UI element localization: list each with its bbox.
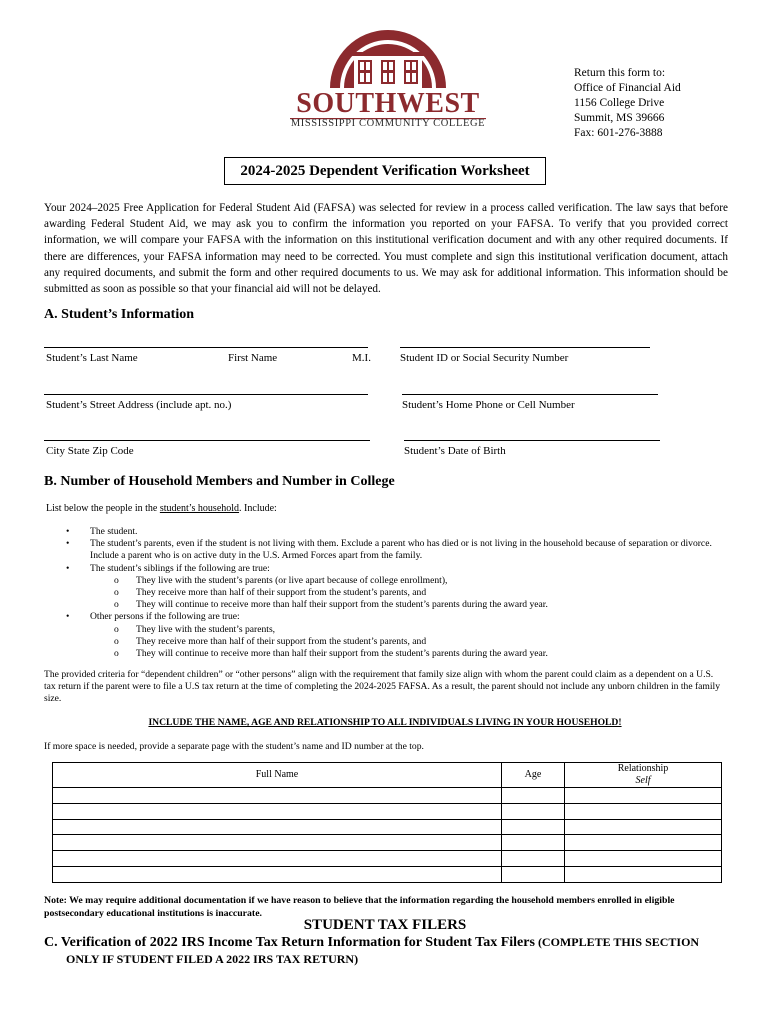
student-id-field[interactable] xyxy=(400,347,650,348)
list-item-text: The student’s siblings if the following are true: xyxy=(90,562,270,574)
list-item-text: They receive more than half of their support from the student’s parents, and xyxy=(136,587,427,599)
age-cell[interactable] xyxy=(502,788,565,804)
address-line: Fax: 601-276-3888 xyxy=(574,127,663,139)
household-criteria-list xyxy=(62,526,722,660)
relationship-cell[interactable] xyxy=(565,835,722,851)
intro-paragraph: Your 2024–2025 Free Application for Federal Student Aid (FAFSA) was selected for review in a process called verification. The law says that before awarding Federal Student Aid, we may ask you to confirm the information you reported on your FAFSA. To verify that you provided correct information, we will compare your FAFSA with the information on this institutional verification document and with any other required documents. If there are differences, your FAFSA information may need to be corrected. You must complete and sign this institutional verification document, attach any required documents, and submit the form and other required documents to us. We may ask for additional information. This information should be submitted as soon as possible so that your financial aid will not be delayed. xyxy=(44,202,728,296)
bullet-icon: • xyxy=(66,611,70,623)
section-c-instruction-line2: ONLY IF STUDENT FILED A 2022 IRS TAX RETURN) xyxy=(66,952,359,966)
relationship-cell[interactable] xyxy=(565,851,722,867)
relationship-cell[interactable] xyxy=(565,819,722,835)
phone-field[interactable] xyxy=(402,394,658,395)
street-address-label: Student’s Street Address (include apt. no.) xyxy=(46,399,232,411)
self-relationship-value: Self xyxy=(635,775,651,786)
address-line: Office of Financial Aid xyxy=(574,82,681,94)
list-item-text: The student. xyxy=(90,526,138,537)
household-table xyxy=(52,762,722,883)
household-list-intro xyxy=(46,503,277,515)
table-row xyxy=(53,835,722,851)
circle-bullet-icon: o xyxy=(114,574,119,586)
relationship-cell[interactable] xyxy=(565,788,722,804)
age-cell[interactable] xyxy=(502,803,565,819)
list-item xyxy=(62,526,722,538)
circle-bullet-icon: o xyxy=(114,623,119,635)
section-a-heading: A. Student’s Information xyxy=(44,307,194,322)
worksheet-title: 2024-2025 Dependent Verification Worksheet xyxy=(224,157,546,185)
table-row xyxy=(53,788,722,804)
relationship-header-label: Relationship xyxy=(617,763,669,774)
sub-list-item xyxy=(62,636,722,648)
documentation-note: Note: We may require additional documentation if we have reason to believe that the information regarding the household members enrolled in eligible postsecondary educational institutions is inaccurate. xyxy=(44,895,675,919)
return-address xyxy=(574,66,681,141)
section-c-title: C. Verification of 2022 IRS Income Tax Return Information for Student Tax Filers xyxy=(44,935,535,950)
mi-label: M.I. xyxy=(352,352,371,364)
list-item-text: They receive more than half of their support from the student’s parents, and xyxy=(136,635,427,647)
list-item xyxy=(62,563,722,575)
list-item-text: They live with the student’s parents, xyxy=(136,623,276,635)
age-cell[interactable] xyxy=(502,866,565,882)
name-cell[interactable] xyxy=(53,788,502,804)
logo-subtitle: MISSISSIPPI COMMUNITY COLLEGE xyxy=(290,118,486,129)
city-state-zip-field[interactable] xyxy=(44,440,370,441)
students-household-term: student’s household xyxy=(159,503,240,514)
table-row xyxy=(53,851,722,867)
dob-field[interactable] xyxy=(404,440,660,441)
sub-list-item xyxy=(62,587,722,599)
address-line: Return this form to: xyxy=(574,67,666,79)
circle-bullet-icon: o xyxy=(114,587,119,599)
last-name-label: Student’s Last Name xyxy=(46,352,138,364)
logo-wordmark: SOUTHWEST xyxy=(296,88,480,119)
relationship-cell[interactable] xyxy=(565,803,722,819)
name-cell[interactable] xyxy=(53,866,502,882)
circle-bullet-icon: o xyxy=(114,635,119,647)
student-id-label: Student ID or Social Security Number xyxy=(400,352,569,364)
include-instruction: INCLUDE THE NAME, AGE AND RELATIONSHIP TO ALL INDIVIDUALS LIVING IN YOUR HOUSEHOLD! xyxy=(148,717,622,728)
bullet-icon: • xyxy=(66,538,70,550)
section-c-instruction: (COMPLETE THIS SECTION xyxy=(534,935,700,949)
table-row xyxy=(53,866,722,882)
section-c-heading xyxy=(44,934,744,968)
sub-list-item xyxy=(62,648,722,660)
criteria-paragraph: The provided criteria for “dependent children” or “other persons” align with the requirement that family size align with whom the parent could claim as a dependent on a U.S. tax return if the parent were to file a U.S tax return at the time of completing the 2024-2025 FAFSA. As a result, the parent should not include any unborn children in the family size. xyxy=(44,669,721,704)
circle-bullet-icon: o xyxy=(114,599,119,611)
city-state-zip-label: City State Zip Code xyxy=(46,445,134,457)
list-item xyxy=(62,611,722,623)
sub-list-item xyxy=(62,599,722,611)
bullet-icon: • xyxy=(66,526,70,537)
extra-space-note: If more space is needed, provide a separate page with the student’s name and ID number at the top. xyxy=(44,741,424,752)
dob-label: Student’s Date of Birth xyxy=(404,445,506,457)
street-address-field[interactable] xyxy=(44,394,368,395)
age-cell[interactable] xyxy=(502,835,565,851)
table-row xyxy=(53,819,722,835)
section-b-heading: B. Number of Household Members and Number in College xyxy=(44,474,395,489)
name-cell[interactable] xyxy=(53,819,502,835)
address-line: 1156 College Drive xyxy=(574,97,665,109)
circle-bullet-icon: o xyxy=(114,648,119,660)
student-tax-filers-title: STUDENT TAX FILERS xyxy=(303,917,467,933)
list-item-text: They will continue to receive more than half their support from the student’s parents during the award year. xyxy=(136,599,548,611)
table-row xyxy=(53,763,722,788)
sub-list-item xyxy=(62,624,722,636)
relationship-cell[interactable] xyxy=(565,866,722,882)
list-item-text: The student’s parents, even if the student is not living with them. Exclude a parent who has died or is not living in the household because of separation or divorce. Include a parent who is on active duty in the U.S. Armed Forces apart from the family. xyxy=(90,538,712,562)
table-header-full-name: Full Name xyxy=(53,763,502,788)
name-cell[interactable] xyxy=(53,803,502,819)
list-item-text: Other persons if the following are true: xyxy=(90,611,240,623)
bullet-icon: • xyxy=(66,562,70,574)
address-line: Summit, MS 39666 xyxy=(574,112,665,124)
table-header-age: Age xyxy=(502,763,565,788)
list-item-text: They will continue to receive more than half their support from the student’s parents during the award year. xyxy=(136,648,548,660)
table-header-relationship xyxy=(565,763,722,788)
sub-list-item xyxy=(62,575,722,587)
first-name-label: First Name xyxy=(228,352,278,364)
age-cell[interactable] xyxy=(502,819,565,835)
age-cell[interactable] xyxy=(502,851,565,867)
name-cell[interactable] xyxy=(53,851,502,867)
list-item xyxy=(62,538,722,562)
name-cell[interactable] xyxy=(53,835,502,851)
list-intro-text: . Include: xyxy=(239,503,277,514)
list-item-text: They live with the student’s parents (or live apart because of college enrollment), xyxy=(136,574,448,586)
last-name-field[interactable] xyxy=(44,347,368,348)
list-intro-text: List below the people in the xyxy=(46,503,160,514)
table-row xyxy=(53,803,722,819)
phone-label: Student’s Home Phone or Cell Number xyxy=(402,399,575,411)
